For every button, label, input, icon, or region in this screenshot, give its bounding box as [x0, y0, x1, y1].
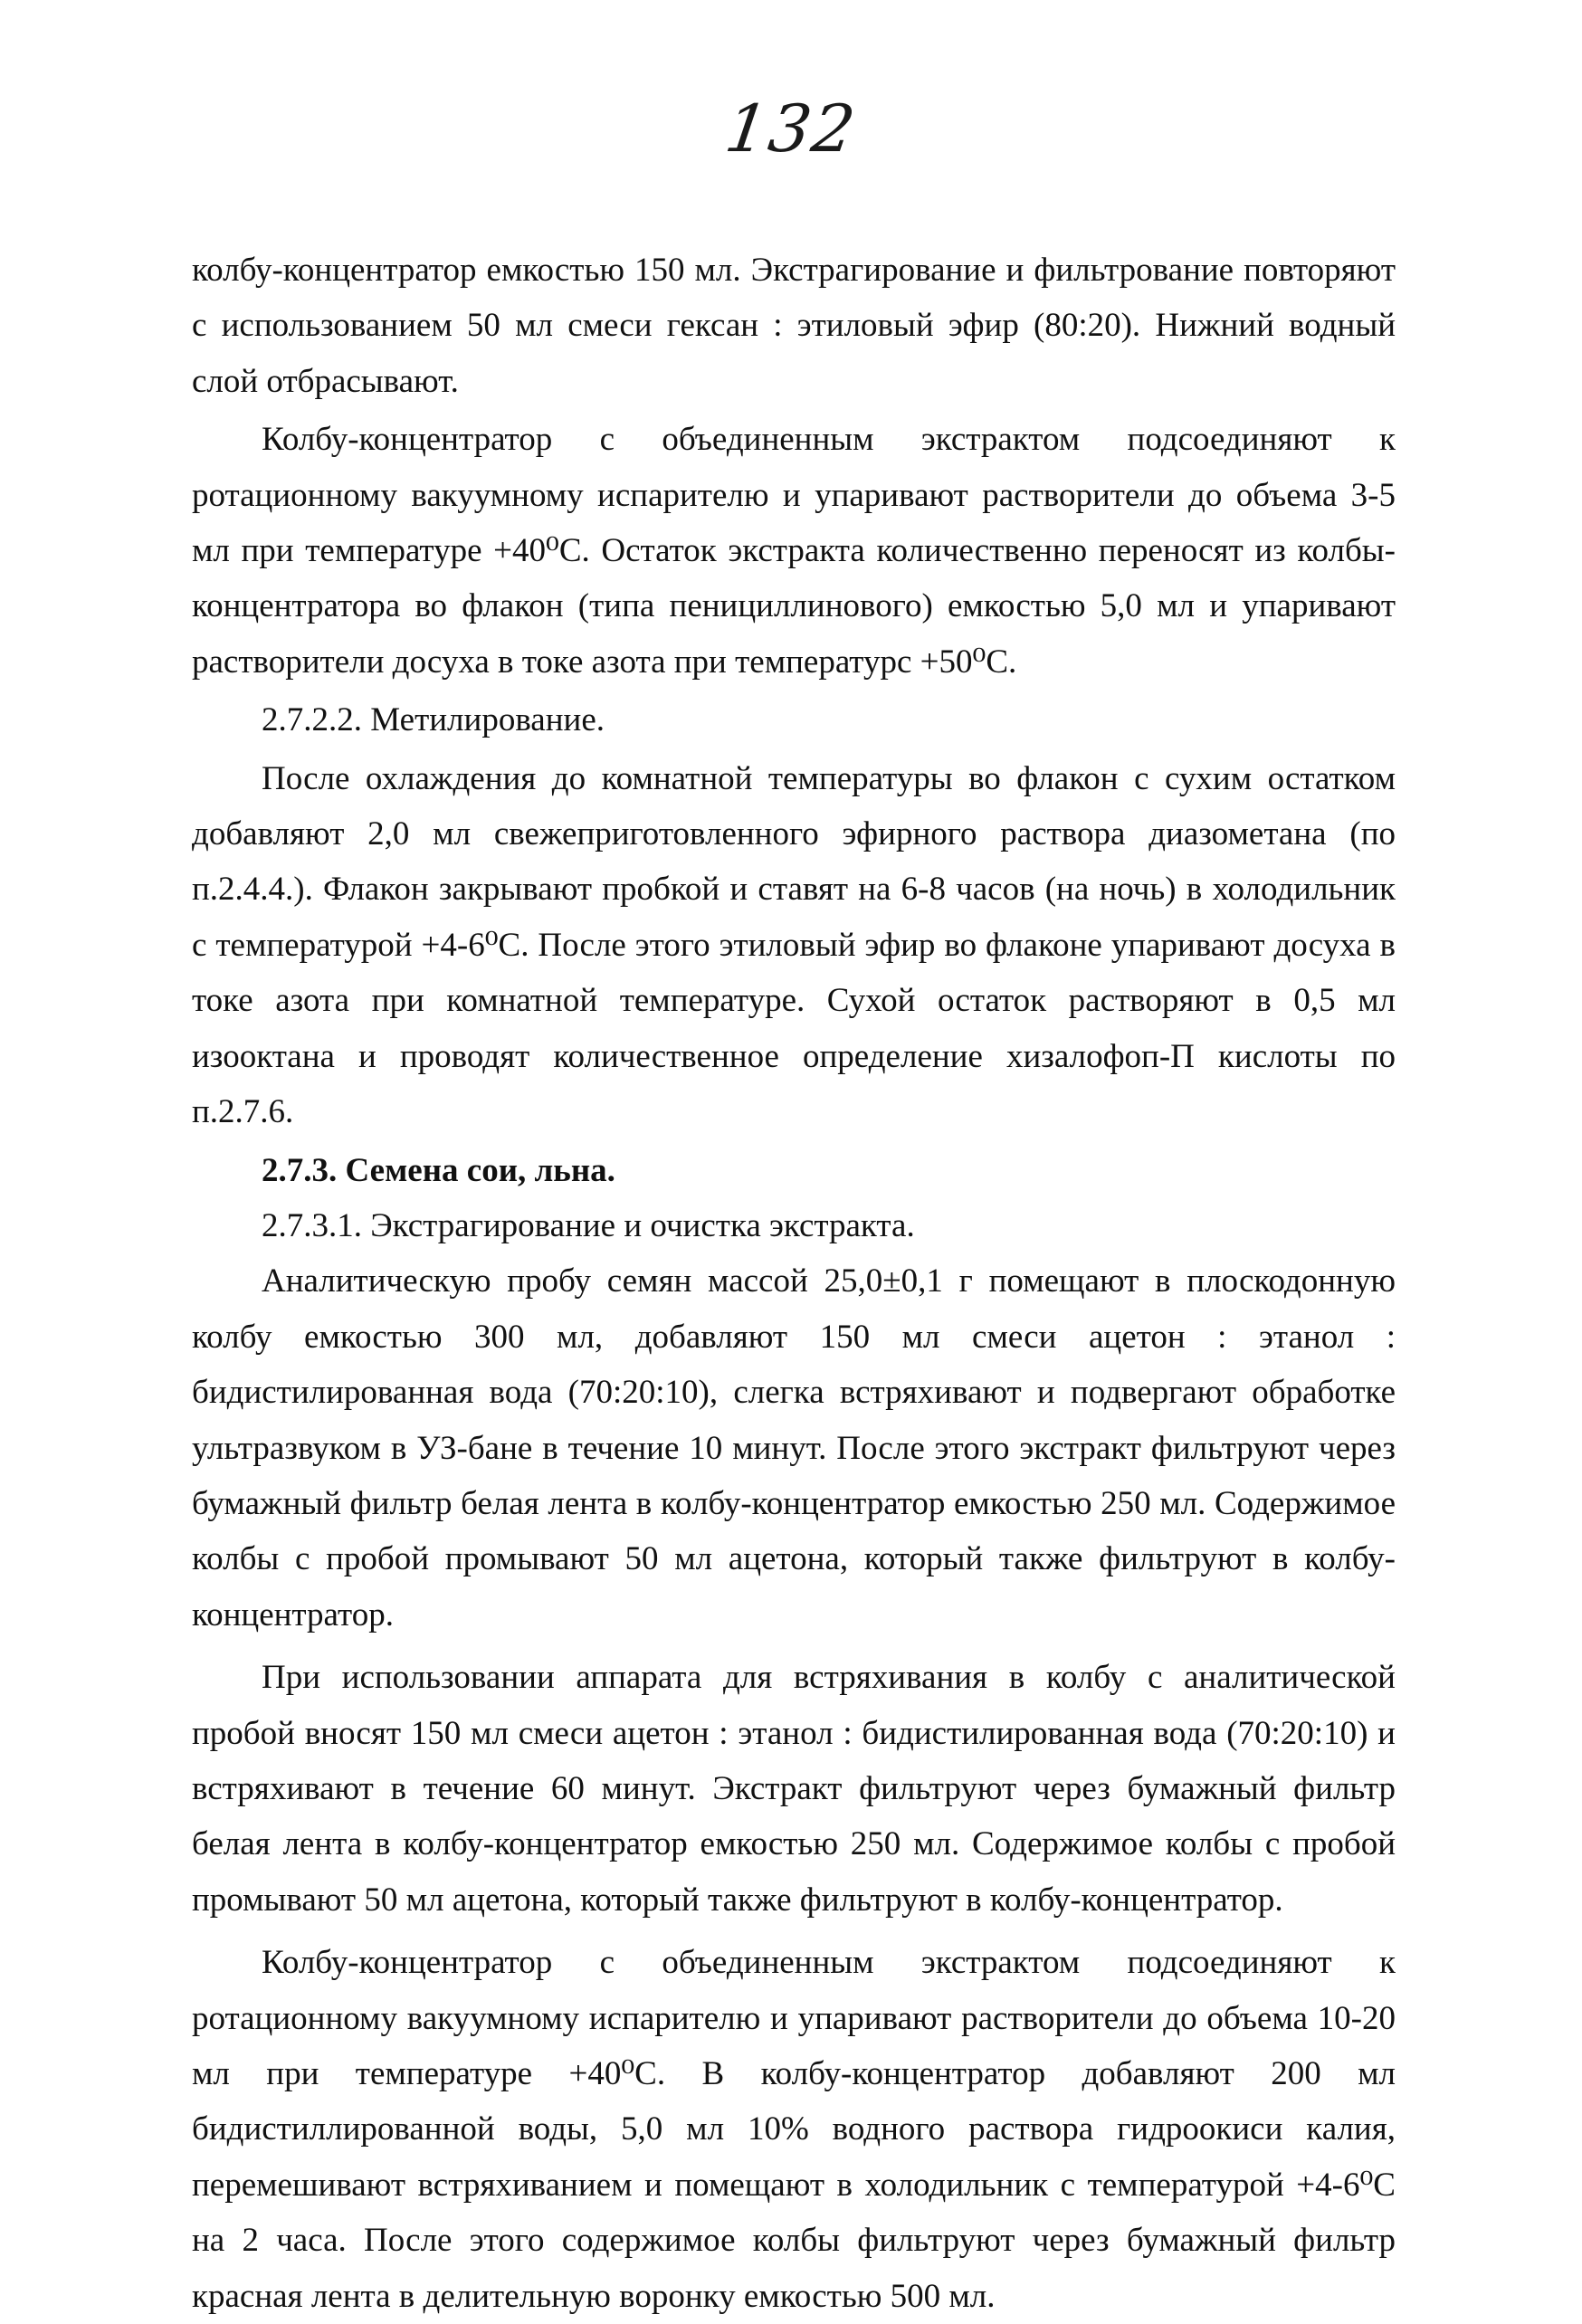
paragraph-ultrasound-extraction: Аналитическую пробу семян массой 25,0±0,1 г помещают в плоскодонную колбу емкостью 300 мл, добавляют 150 мл смеси ацетон : этанол : бидистилированная вода (70:20:10), слегка встряхивают и подвергают обработке ультразвуком в УЗ-бане в течение 10 минут. После этого экстракт фильтруют через бумажный фильтр белая лента в колбу-концентратор емкостью 250 мл. Содержимое колбы с пробой промывают 50 мл ацетона, который также фильтруют в колбу-концентратор.	[192, 1262, 1396, 1633]
subsection-heading-extraction: 2.7.3.1. Экстрагирование и очистка экстракта.	[262, 1206, 915, 1244]
document-body	[192, 243, 1396, 2324]
paragraph-continuation: колбу-концентратор емкостью 150 мл. Экстрагирование и фильтрование повторяют с использованием 50 мл смеси гексан : этиловый эфир (80:20). Нижний водный слой отбрасывают.	[192, 252, 1396, 400]
paragraph-shaker-extraction: При использовании аппарата для встряхивания в колбу с аналитической пробой вносят 150 мл смеси ацетон : этанол : бидистилированная вода (70:20:10) и встряхивают в течение 60 минут. Экстракт фильтруют через бумажный фильтр белая лента в колбу-концентратор емкостью 250 мл. Содержимое колбы с пробой промывают 50 мл ацетона, который также фильтруют в колбу-концентратор.	[192, 1659, 1396, 1919]
paragraph-concentration: Колбу-концентратор с объединенным экстрактом подсоединяют к ротационному вакуумному испарителю и упаривают растворители до объема 10-20 мл при температуре +40⁰С. В колбу-концентратор добавляют 200 мл бидистиллированной воды, 5,0 мл 10% водного раствора гидроокиси калия, перемешивают встряхиванием и помещают в холодильник с температурой +4-6⁰С на 2 часа. После этого содержимое колбы фильтруют через бумажный фильтр красная лента в делительную воронку емкостью 500 мл.	[192, 1944, 1396, 2315]
page-number: 132	[720, 90, 862, 167]
subsection-heading-methylation: 2.7.2.2. Метилирование.	[262, 701, 605, 739]
paragraph-methylation: После охлаждения до комнатной температуры во флакон с сухим остатком добавляют 2,0 мл свежеприготовленного эфирного раствора диазометана (по п.2.4.4.). Флакон закрывают пробкой и ставят на 6-8 часов (на ночь) в холодильник с температурой +4-6⁰С. После этого этиловый эфир во флаконе упаривают досуха в токе азота при комнатной температуре. Сухой остаток растворяют в 0,5 мл изооктана и проводят количественное определение хизалофоп-П кислоты по п.2.7.6.	[192, 759, 1396, 1131]
paragraph-rotary-evaporation: Колбу-концентратор с объединенным экстрактом подсоединяют к ротационному вакуумному испарителю и упаривают растворители до объема 3-5 мл при температуре +40⁰С. Остаток экстракта количественно переносят из колбы-концентратора во флакон (типа пенициллинового) емкостью 5,0 мл и упаривают растворители досуха в токе азота при температурс +50⁰С.	[192, 421, 1396, 681]
section-heading-soy-flax: 2.7.3. Семена сои, льна.	[262, 1151, 615, 1189]
